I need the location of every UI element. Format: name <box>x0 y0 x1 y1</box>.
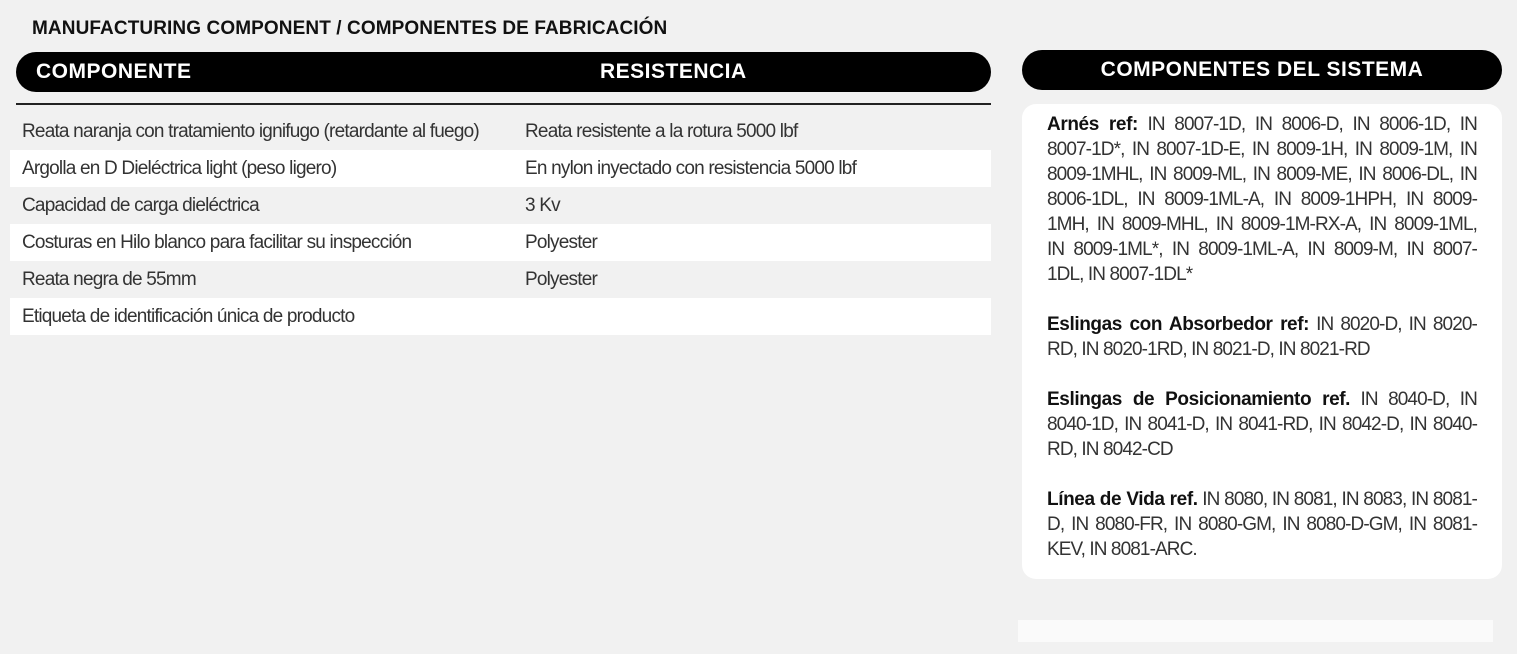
item-refs: IN 8040-D, IN 8040-1D, IN 8041-D, IN 8041-RD, IN 8042-D, IN 8040-RD, IN 8042-CD <box>1047 389 1477 460</box>
table-header <box>16 52 991 92</box>
component-cell: Capacidad de carga dieléctrica <box>22 194 259 216</box>
resistance-cell: Reata resistente a la rotura 5000 lbf <box>525 120 798 142</box>
component-cell: Argolla en D Dieléctrica light (peso ligero) <box>22 157 337 179</box>
component-cell: Reata negra de 55mm <box>22 268 196 290</box>
component-cell: Reata naranja con tratamiento ignifugo (retardante al fuego) <box>22 120 479 142</box>
item-label: Eslingas con Absorbedor ref: <box>1047 314 1310 335</box>
component-cell: Costuras en Hilo blanco para facilitar su inspección <box>22 231 412 253</box>
resistance-cell: Polyester <box>525 268 598 290</box>
page-title: MANUFACTURING COMPONENT / COMPONENTES DE FABRICACIÓN <box>32 18 668 39</box>
system-item-arnes <box>1047 112 1477 287</box>
table-row <box>10 187 991 224</box>
item-refs: IN 8007-1D, IN 8006-D, IN 8006-1D, IN 8007-1D*, IN 8007-1D-E, IN 8009-1H, IN 8009-1M, IN 8009-1MHL, IN 8009-ML, IN 8009-ME, IN 8006-DL, IN 8006-1DL, IN 8009-1ML-A, IN 8009-1HPH, IN 8009-1MH, IN 8009-MHL, IN 8009-1M-RX-A, IN 8009-1ML, IN 8009-1ML*, IN 8009-1ML-A, IN 8009-M, IN 8007-1DL, IN 8007-1DL* <box>1047 114 1478 285</box>
divider <box>16 103 991 105</box>
column-header-resistencia: RESISTENCIA <box>600 60 747 83</box>
system-components-panel <box>1022 104 1502 579</box>
table-row <box>10 113 991 150</box>
item-label: Línea de Vida ref. <box>1047 489 1198 510</box>
decorative-strip <box>1018 620 1493 642</box>
system-item-eslingas-absorbedor <box>1047 312 1477 362</box>
table-row <box>10 150 991 187</box>
resistance-cell: Polyester <box>525 231 598 253</box>
system-item-linea-de-vida <box>1047 487 1477 562</box>
resistance-cell: En nylon inyectado con resistencia 5000 lbf <box>525 157 857 179</box>
system-item-eslingas-posicionamiento <box>1047 387 1477 462</box>
item-label: Arnés ref: <box>1047 114 1138 135</box>
resistance-cell: 3 Kv <box>525 194 560 216</box>
components-table <box>10 113 991 335</box>
table-row <box>10 224 991 261</box>
item-label: Eslingas de Posicionamiento ref. <box>1047 389 1351 410</box>
item-refs: IN 8080, IN 8081, IN 8083, IN 8081-D, IN 8080-FR, IN 8080-GM, IN 8080-D-GM, IN 8081-KEV, IN 8081-ARC. <box>1047 489 1477 560</box>
table-row <box>10 261 991 298</box>
table-row <box>10 298 991 335</box>
column-header-componente: COMPONENTE <box>36 60 192 83</box>
component-cell: Etiqueta de identificación única de producto <box>22 305 355 327</box>
item-refs: IN 8020-D, IN 8020-RD, IN 8020-1RD, IN 8021-D, IN 8021-RD <box>1047 314 1477 360</box>
system-components-header: COMPONENTES DEL SISTEMA <box>1022 50 1502 90</box>
